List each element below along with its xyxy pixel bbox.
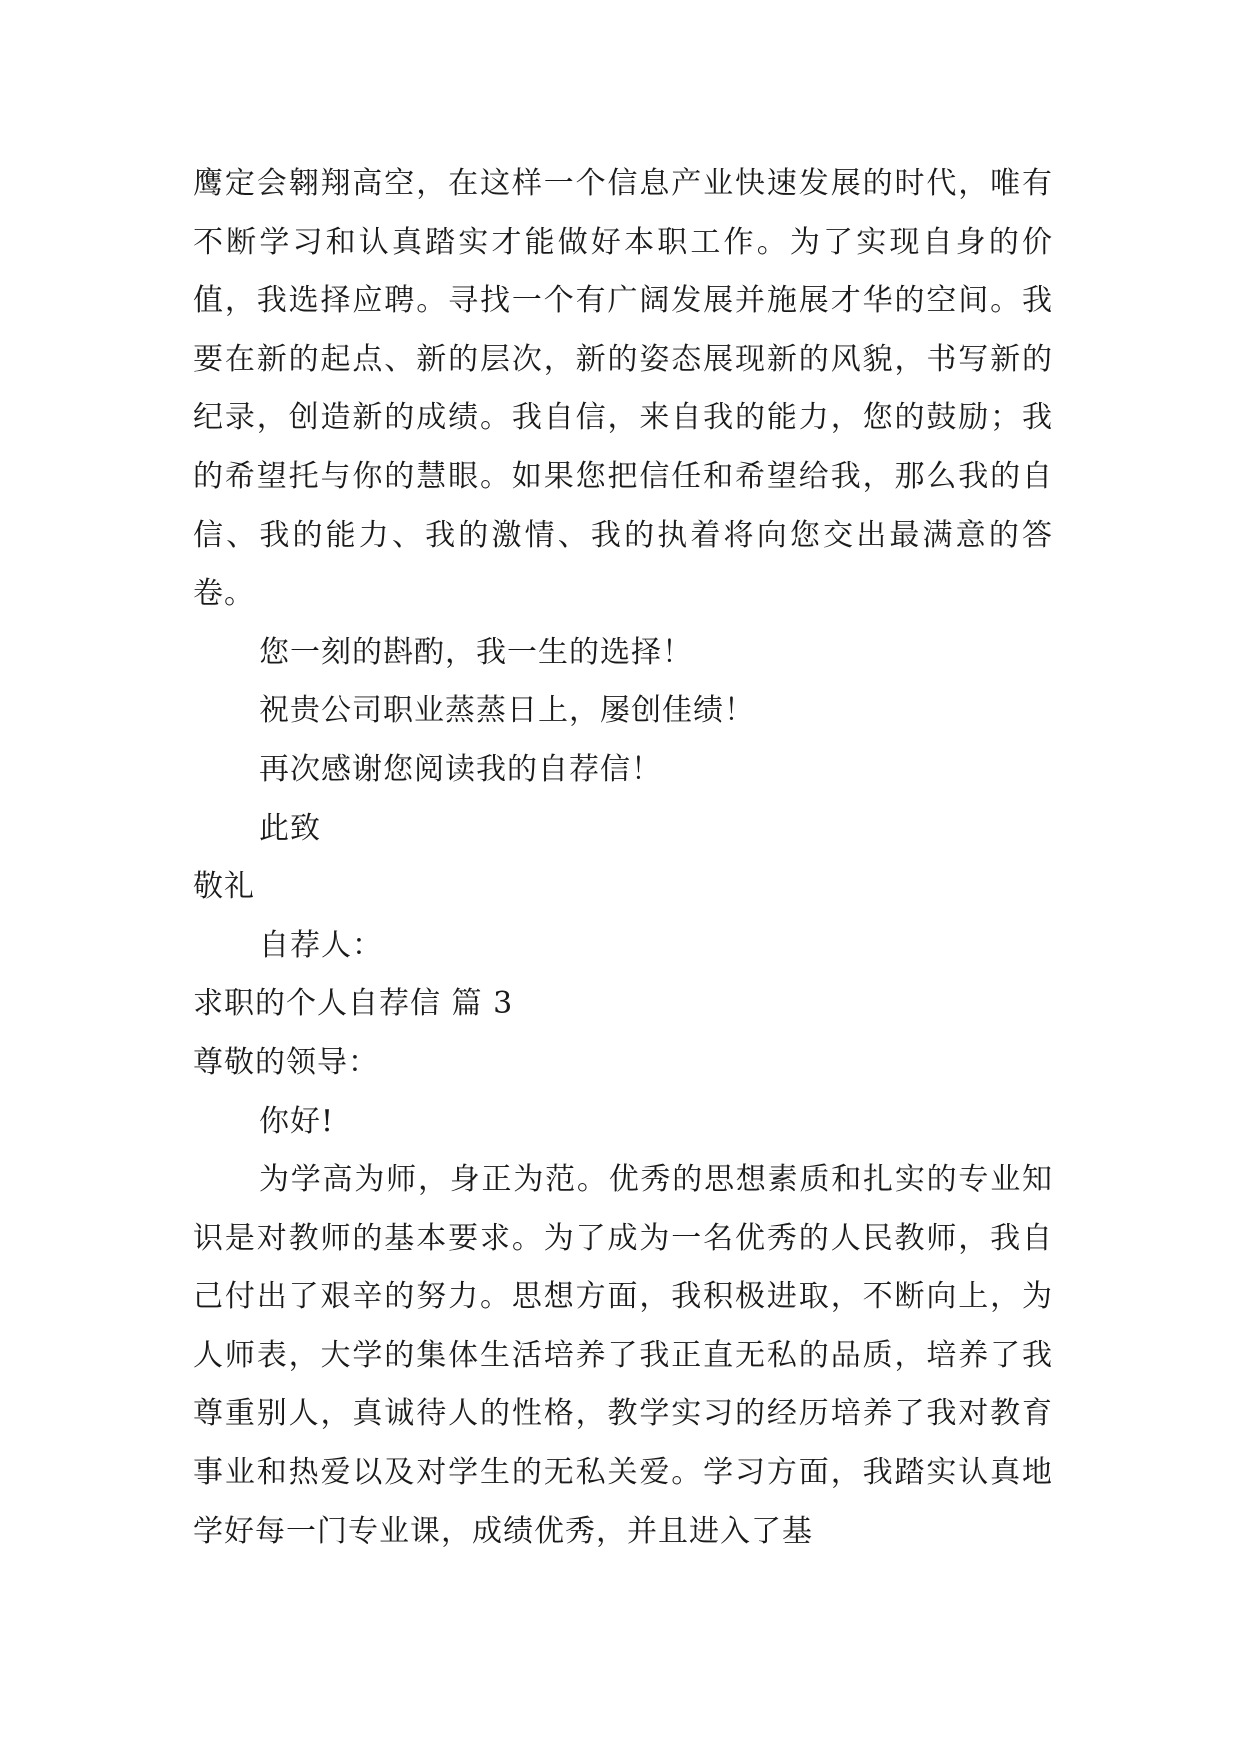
closing-regards: 敬礼 [193,869,255,905]
paragraph-teacher-qualities: 为学高为师，身正为范。优秀的思想素质和扎实的专业知识是对教师的基本要求。为了成为一名优秀的人民教师，我自己付出了艰辛的努力。思想方面，我积极进取，不断向上，为人师表，大学的集体生活培养了我正直无私的品质，培养了我尊重别人，真诚待人的性格，教学实习的经历培养了我对教育事业和热爱以及对学生的无私关爱。学习方面，我踏实认真地学好每一门专业课，成绩优秀，并且进入了基 [193,1162,1053,1549]
greeting-hello: 你好! [259,1103,335,1139]
paragraph-wishes-line: 祝贵公司职业蒸蒸日上，屡创佳绩！ [259,693,755,729]
paragraph-application-statement: 鹰定会翱翔高空，在这样一个信息产业快速发展的时代，唯有不断学习和认真踏实才能做好本职工作。为了实现自身的价值，我选择应聘。寻找一个有广阔发展并施展才华的空间。我要在新的起点、新的层次，新的姿态展现新的风貌，书写新的纪录，创造新的成绩。我自信，来自我的能力，您的鼓励；我的希望托与你的慧眼。如果您把信任和希望给我，那么我的自信、我的能力、我的激情、我的执着将向您交出最满意的答卷。 [193,166,1053,612]
paragraph-choice-line: 您一刻的斟酌，我一生的选择！ [259,634,693,670]
closing-salutation: 此致 [259,810,321,846]
paragraph-thanks-line: 再次感谢您阅读我的自荐信！ [259,751,662,787]
signature-line: 自荐人： [259,927,383,963]
section-heading: 求职的个人自荐信 篇 3 [193,986,514,1022]
greeting-recipient: 尊敬的领导： [193,1044,379,1080]
document-body [193,155,1053,1561]
